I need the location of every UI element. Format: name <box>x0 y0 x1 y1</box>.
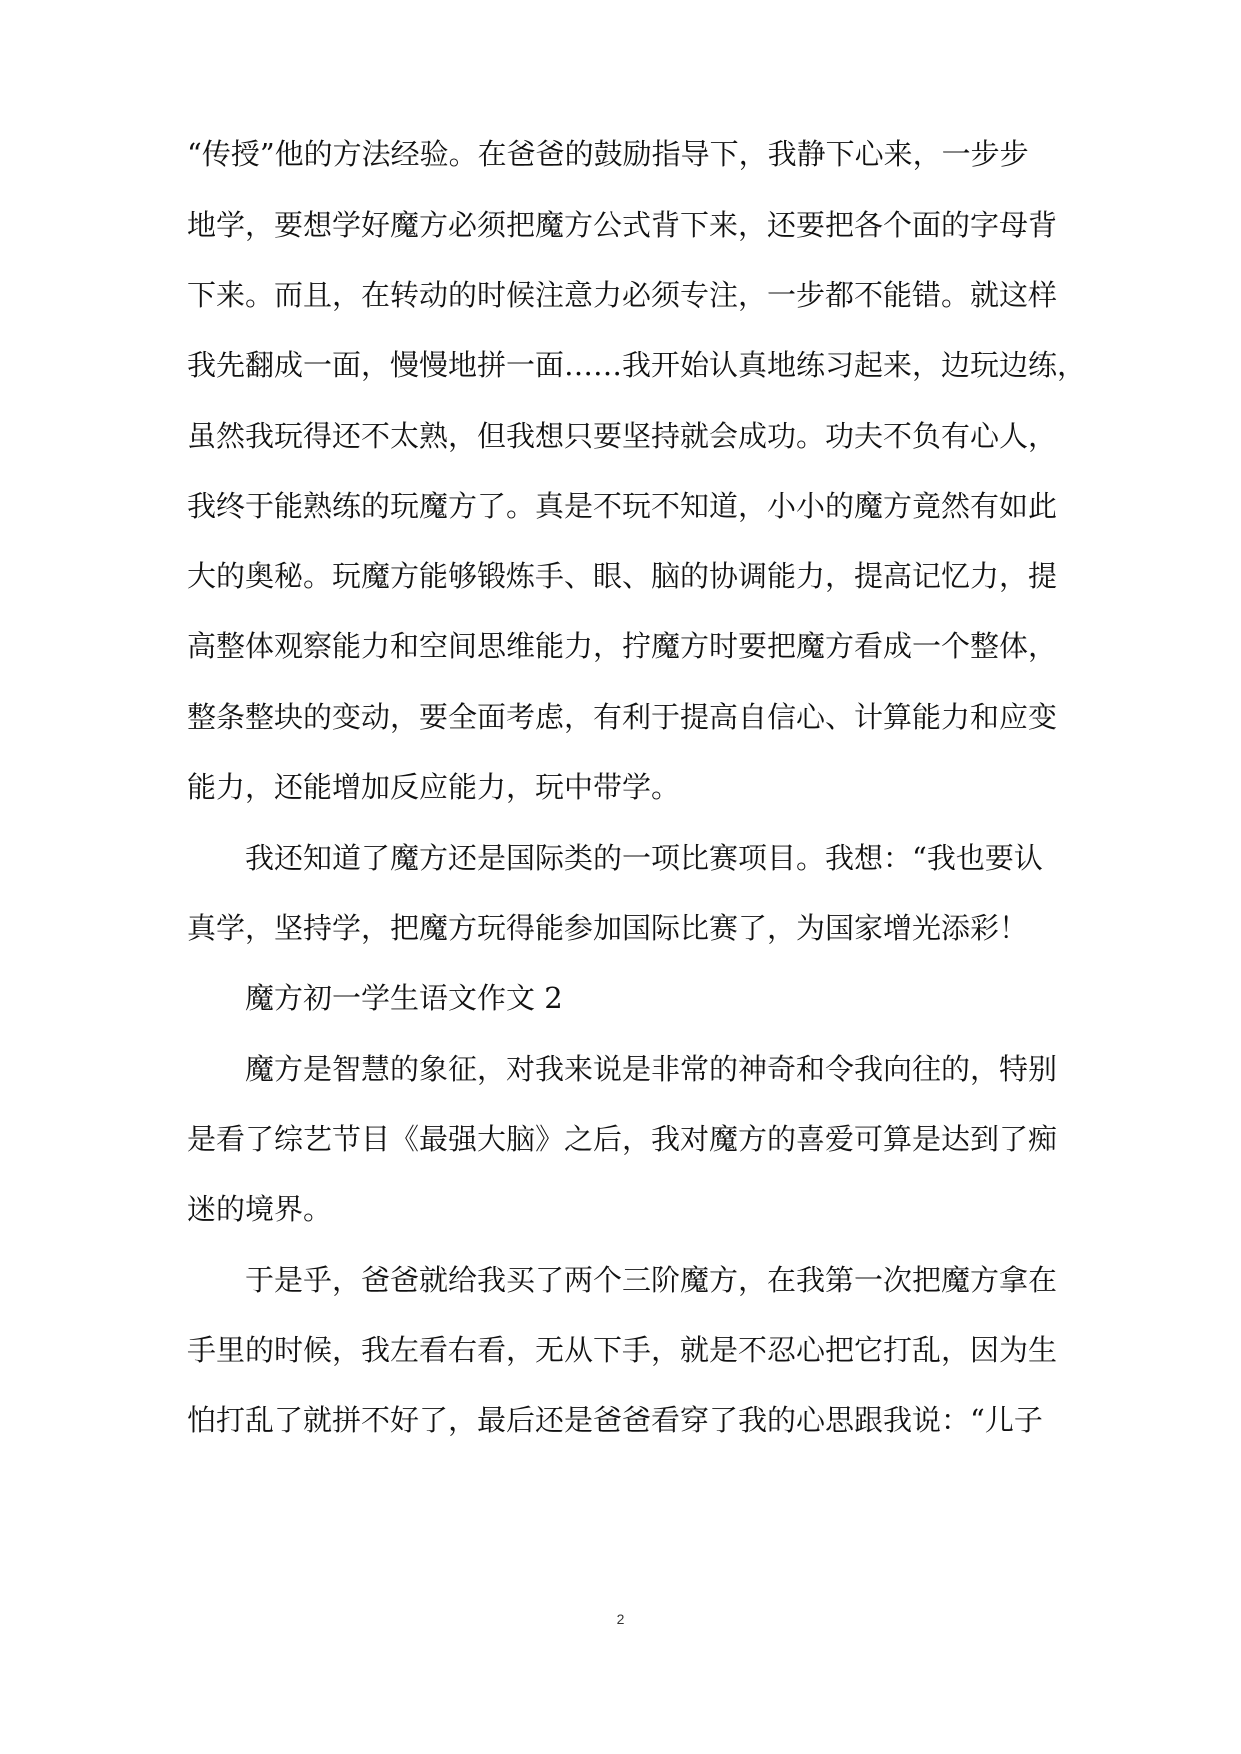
text-line: 虽然我玩得还不太熟，但我想只要坚持就会成功。功夫不负有心人， <box>187 419 1058 453</box>
text-line: 大的奥秘。玩魔方能够锻炼手、眼、脑的协调能力，提高记忆力，提 <box>187 559 1058 593</box>
text-line: 我先翻成一面，慢慢地拼一面……我开始认真地练习起来，边玩边练， <box>187 348 1087 382</box>
text-line: 真学，坚持学，把魔方玩得能参加国际比赛了，为国家增光添彩！ <box>187 911 1029 945</box>
section-heading: 魔方初一学生语文作文 2 <box>245 981 563 1015</box>
paragraph-first-line: 于是乎，爸爸就给我买了两个三阶魔方，在我第一次把魔方拿在 <box>245 1263 1058 1297</box>
paragraph-first-line: 我还知道了魔方还是国际类的一项比赛项目。我想：“我也要认 <box>245 841 1043 875</box>
page-number: 2 <box>616 1611 625 1627</box>
text-line: 迷的境界。 <box>187 1192 333 1226</box>
text-line: 是看了综艺节目《最强大脑》之后，我对魔方的喜爱可算是达到了痴 <box>187 1122 1058 1156</box>
text-line: 整条整块的变动，要全面考虑，有利于提高自信心、计算能力和应变 <box>187 700 1058 734</box>
text-line: 高整体观察能力和空间思维能力，拧魔方时要把魔方看成一个整体， <box>187 629 1058 663</box>
text-line: 怕打乱了就拼不好了，最后还是爸爸看穿了我的心思跟我说：“儿子 <box>187 1403 1043 1437</box>
text-line: 能力，还能增加反应能力，玩中带学。 <box>187 770 681 804</box>
text-line: 手里的时候，我左看右看，无从下手，就是不忍心把它打乱，因为生 <box>187 1333 1058 1367</box>
text-line: 地学，要想学好魔方必须把魔方公式背下来，还要把各个面的字母背 <box>187 208 1058 242</box>
text-line: 我终于能熟练的玩魔方了。真是不玩不知道，小小的魔方竟然有如此 <box>187 489 1058 523</box>
text-line: “传授”他的方法经验。在爸爸的鼓励指导下，我静下心来，一步步 <box>187 137 1029 171</box>
text-line: 下来。而且，在转动的时候注意力必须专注，一步都不能错。就这样 <box>187 278 1058 312</box>
paragraph-first-line: 魔方是智慧的象征，对我来说是非常的神奇和令我向往的，特别 <box>245 1052 1058 1086</box>
